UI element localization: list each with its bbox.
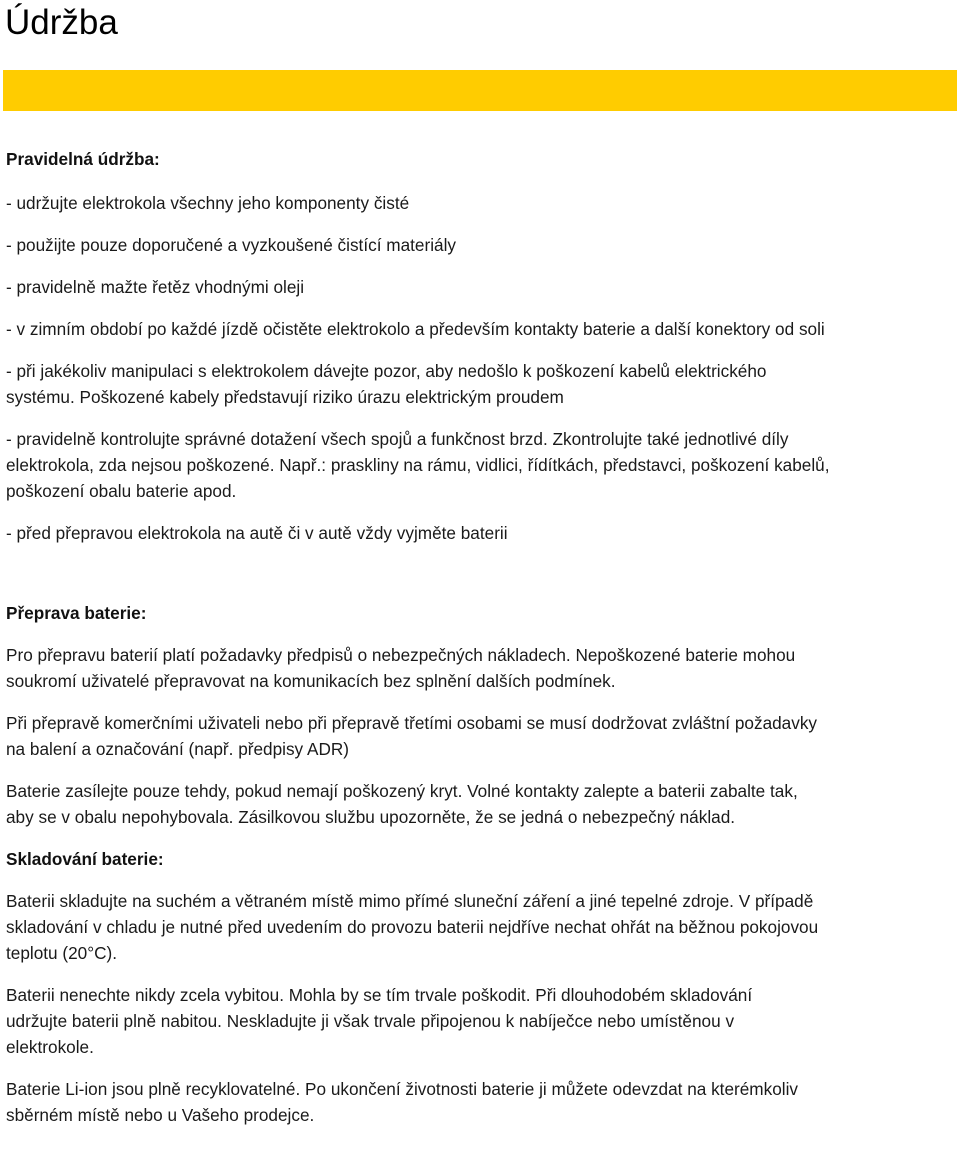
transport-paragraph	[6, 778, 958, 830]
text-line: sběrném místě nebo u Vašeho prodejce.	[6, 1105, 315, 1125]
text-line: Baterie Li-ion jsou plně recyklovatelné. Po ukončení životnosti baterie ji můžete odevzdat na kterémkoliv	[6, 1079, 799, 1099]
text-line: Baterii skladujte na suchém a větraném místě mimo přímé sluneční záření a jiné tepelné zdroje. V případě	[6, 891, 814, 911]
maintenance-item	[6, 520, 958, 546]
maintenance-item	[6, 426, 958, 504]
text-line: - v zimním období po každé jízdě očistěte elektrokolo a především kontakty baterie a další konektory od soli	[6, 319, 825, 339]
text-line: soukromí uživatelé přepravovat na komunikacích bez splnění dalších podmínek.	[6, 671, 616, 691]
text-line: poškození obalu baterie apod.	[6, 481, 237, 501]
maintenance-item	[6, 316, 958, 342]
text-line: elektrokola, zda nejsou poškozené. Např.: praskliny na rámu, vidlici, řídítkách, představci, poškození kabelů,	[6, 455, 830, 475]
text-line: Pro přepravu baterií platí požadavky předpisů o nebezpečných nákladech. Nepoškozené baterie mohou	[6, 645, 796, 665]
storage-paragraph	[6, 1076, 958, 1128]
text-line: systému. Poškozené kabely představují riziko úrazu elektrickým proudem	[6, 387, 564, 407]
text-line: teplotu (20°C).	[6, 943, 118, 963]
transport-heading: Přeprava baterie:	[6, 603, 147, 623]
text-line: - pravidelně mažte řetěz vhodnými oleji	[6, 277, 305, 297]
text-line: na balení a označování (např. předpisy ADR)	[6, 739, 349, 759]
text-line: Při přepravě komerčními uživateli nebo při přepravě třetími osobami se musí dodržovat zvláštní požadavky	[6, 713, 818, 733]
maintenance-heading: Pravidelná údržba:	[6, 149, 160, 169]
text-line: - pravidelně kontrolujte správné dotažení všech spojů a funkčnost brzd. Zkontrolujte také jednotlivé díly	[6, 429, 789, 449]
text-line: udržujte baterii plně nabitou. Neskladujte ji však trvale připojenou k nabíječce nebo umístěnou v	[6, 1011, 735, 1031]
storage-heading: Skladování baterie:	[6, 849, 164, 869]
text-line: - použijte pouze doporučené a vyzkoušené čistící materiály	[6, 235, 456, 255]
text-line: - před přepravou elektrokola na autě či v autě vždy vyjměte baterii	[6, 523, 508, 543]
text-line: aby se v obalu nepohybovala. Zásilkovou službu upozorněte, že se jedná o nebezpečný náklad.	[6, 807, 736, 827]
maintenance-item	[6, 274, 958, 300]
transport-paragraph	[6, 710, 958, 762]
storage-paragraph	[6, 982, 958, 1060]
maintenance-item	[6, 190, 958, 216]
maintenance-item	[6, 232, 958, 258]
text-line: - při jakékoliv manipulaci s elektrokolem dávejte pozor, aby nedošlo k poškození kabelů elektrického	[6, 361, 767, 381]
text-line: elektrokole.	[6, 1037, 94, 1057]
document-body	[6, 146, 958, 1128]
storage-paragraph	[6, 888, 958, 966]
text-line: skladování v chladu je nutné před uvedením do provozu baterii nejdříve nechat ohřát na běžnou pokojovou	[6, 917, 819, 937]
accent-bar	[3, 70, 957, 111]
text-line: Baterie zasílejte pouze tehdy, pokud nemají poškozený kryt. Volné kontakty zalepte a baterii zabalte tak,	[6, 781, 798, 801]
text-line: Baterii nenechte nikdy zcela vybitou. Mohla by se tím trvale poškodit. Při dlouhodobém skladování	[6, 985, 753, 1005]
transport-paragraph	[6, 642, 958, 694]
maintenance-item	[6, 358, 958, 410]
page-title: Údržba	[5, 3, 118, 42]
text-line: - udržujte elektrokola všechny jeho komponenty čisté	[6, 193, 410, 213]
